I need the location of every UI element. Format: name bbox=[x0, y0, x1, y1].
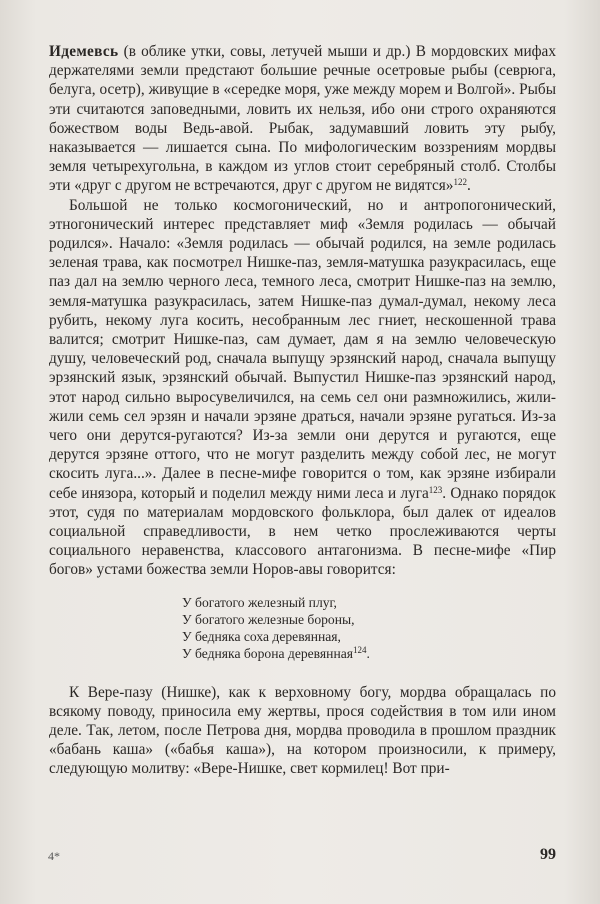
paragraph-2-text-b: . Однако порядок этот, судя по материалам мордовского фольклора, был далек от идеалов социальной справедливости, в нем четко прослеживаются черты социального неравенства, классового антагонизма. В песне-мифе «Пир богов» устами божества земли Норов-авы говорится: bbox=[49, 484, 556, 579]
printer-signature: 4* bbox=[48, 849, 60, 863]
footnote-ref-122: 122 bbox=[453, 177, 467, 188]
footnote-ref-123: 123 bbox=[428, 484, 443, 495]
verse-line: У богатого железные бороны, bbox=[182, 611, 355, 627]
paragraph-2-text-a: Большой не только космогонический, но и антропогонический, этногонический интерес представляет миф «Земля родилась — обычай родился». Начало: «Земля родилась — обычай родился, на земле родилась зеленая трава, как посмотрел Нишке-паз, земля-матушка разукрасилась, еще паз дал на землю черного леса, темного леса, смотрит Нишке-паз на землю, земля-матушка разукрасилась, затем Нишке-паз думал-думал, некому леса рубить, некому луга косить, несобранным лес гниет, нескошенной трава валится; смотрит Нишке-паз, сам думает, дам я на землю человеческую душу, человеческий род, сначала выпущу эрзянский народ, сначала выпущу эрзянский язык, эрзянский обычай. Выпустил Нишке-паз эрзянский народ, этот народ сильно выросувеличился, на семь сел они размножились, жили-жили семь сел эрзян и начали эрзяне драться, начали эрзяне ругаться. Из-за чего они дерутся-ругаются? Из-за земли они дерутся и ругаются, еще дерутся эрзяне оттого, что не могут разделить между собой лес, не могут скосить луга...». Далее в песне-мифе говорится о том, как эрзяне избирали себе инязора, который и поделил между ними леса и луга bbox=[49, 196, 556, 502]
page-number: 99 bbox=[540, 846, 556, 863]
verse-line: У бедняка борона деревянная bbox=[182, 646, 354, 662]
lead-term: Идемевсь bbox=[49, 43, 119, 60]
verse-line: У бедняка соха деревянная, bbox=[182, 629, 341, 645]
paragraph-1-end: . bbox=[466, 177, 471, 195]
paragraph-1-text: (в облике утки, совы, летучей мыши и др.) В мордовских мифах держателями земли предстают большие речные осетровые рыбы (севрюга, белуга, осетр), живущие в «середке моря, уже между морем и Волгой». Рыбы эти считаются заповедными, ловить их нельзя, ибо они строго охраняются божеством воды Ведь-авой. Рыбак, задумавший ловить эту рыбу, наказывается — лишается сына. По мифологическим воззрениям мордвы земля четырехугольна, в каждом из углов стоит серебряный столб. Столбы эти «друг с другом не встречаются, друг с другом не видятся» bbox=[49, 43, 556, 195]
verse-line: У богатого железный плуг, bbox=[182, 594, 337, 610]
paragraph-1 bbox=[49, 42, 556, 196]
verse-line-last bbox=[182, 645, 556, 662]
footnote-ref-124: 124 bbox=[353, 645, 367, 656]
verse-end: . bbox=[366, 646, 370, 662]
paragraph-2 bbox=[49, 196, 556, 580]
verse-quote bbox=[182, 594, 556, 663]
text-column bbox=[49, 42, 556, 779]
paragraph-3: К Вере-пазу (Нишке), как к верховному богу, мордва обращалась по всякому поводу, приносила ему жертвы, прося содействия в том или ином деле. Так, летом, после Петрова дня, мордва проводила в прошлом праздник «бабань каша» («бабья каша»), на котором произносили, к примеру, следующую молитву: «Вере-Нишке, свет кормилец! Вот при- bbox=[49, 683, 556, 778]
